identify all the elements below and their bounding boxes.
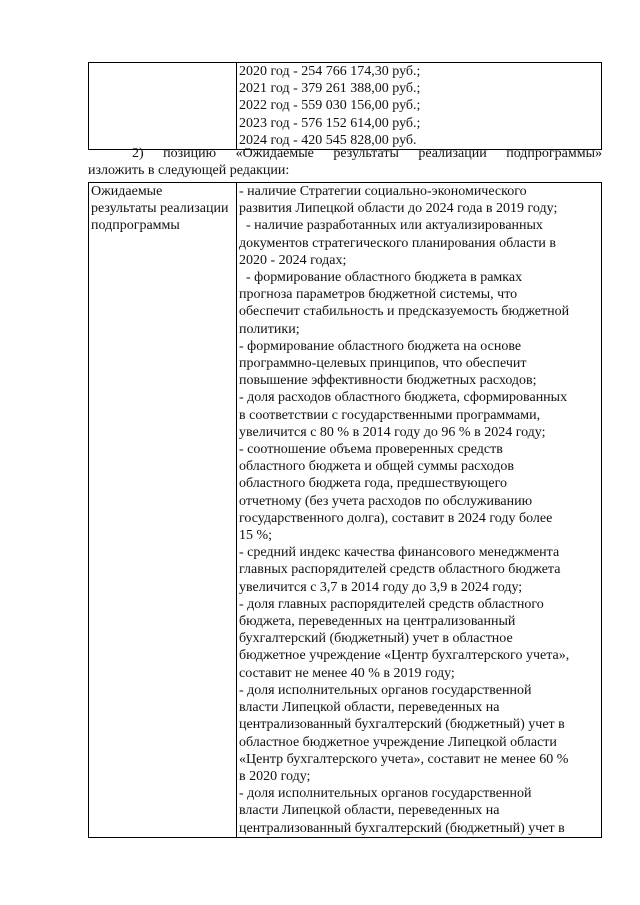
result-line: областного бюджета и общей суммы расходов	[239, 459, 515, 475]
result-line: прогноза параметров бюджетной системы, что	[239, 287, 518, 303]
result-line: составит не менее 40 % в 2019 году;	[239, 665, 455, 681]
result-line: развития Липецкой области до 2024 года в 2019 году;	[239, 201, 558, 217]
result-line: государственного долга), составит в 2024 году более	[239, 510, 553, 526]
result-line: увеличится с 3,7 в 2014 году до 3,9 в 2024 году;	[239, 579, 523, 595]
label-line: подпрограммы	[91, 218, 180, 234]
result-line: политики;	[239, 321, 300, 337]
result-line: увеличится с 80 % в 2014 году до 96 % в 2024 году;	[239, 424, 546, 440]
result-line: - доля исполнительных органов государственной	[239, 786, 532, 802]
result-line: - формирование областного бюджета в рамках	[239, 270, 523, 286]
amount-2022: 2022 год - 559 030 156,00 руб.;	[239, 98, 421, 114]
expected-results-text-cell	[237, 183, 602, 838]
result-line: обеспечит стабильность и предсказуемость бюджетной	[239, 304, 570, 320]
funding-table	[88, 62, 602, 150]
result-line: документов стратегического планирования области в	[239, 235, 557, 251]
result-line: - доля главных распорядителей средств областного	[239, 596, 544, 612]
amendment-paragraph	[88, 146, 602, 179]
paragraph-line-1: 2) позицию «Ожидаемые результаты реализации подпрограммы»	[132, 146, 602, 161]
result-line: - доля исполнительных органов государственной	[239, 682, 532, 698]
result-line: - формирование областного бюджета на основе	[239, 338, 522, 354]
result-line: областное бюджетное учреждение Липецкой области	[239, 734, 557, 750]
result-line: централизованный бухгалтерский (бюджетный) учет в	[239, 820, 565, 836]
result-line: власти Липецкой области, переведенных на	[239, 803, 500, 819]
result-line: бюджетное учреждение «Центр бухгалтерского учета»,	[239, 648, 570, 664]
result-line: - наличие Стратегии социально-экономического	[239, 184, 527, 199]
result-line: отчетному (без учета расходов по обслуживанию	[239, 493, 533, 509]
result-line: в соответствии с государственными программами,	[239, 407, 541, 423]
amount-2020: 2020 год - 254 766 174,30 руб.;	[239, 64, 421, 79]
result-line: повышение эффективности бюджетных расходов;	[239, 373, 537, 389]
table-row	[89, 63, 602, 150]
result-line: власти Липецкой области, переведенных на	[239, 700, 500, 716]
result-line: - средний индекс качества финансового менеджмента	[239, 545, 560, 561]
amount-2023: 2023 год - 576 152 614,00 руб.;	[239, 115, 421, 131]
result-line: - доля расходов областного бюджета, сформированных	[239, 390, 568, 406]
result-line: в 2020 году;	[239, 768, 311, 784]
amount-2024: 2024 год - 420 545 828,00 руб.	[239, 132, 417, 148]
result-line: программно-целевых принципов, что обеспечит	[239, 356, 527, 372]
amount-2021: 2021 год - 379 261 388,00 руб.;	[239, 81, 421, 97]
result-line: «Центр бухгалтерского учета», составит не менее 60 %	[239, 751, 569, 767]
label-line: результаты реализации	[91, 201, 229, 217]
result-line: 15 %;	[239, 528, 273, 544]
result-line: бюджета, переведенных на централизованный	[239, 614, 516, 630]
paragraph-line-2: изложить в следующей редакции:	[88, 162, 290, 178]
result-line: главных распорядителей средств областного бюджета	[239, 562, 561, 578]
expected-results-label-cell	[89, 183, 237, 838]
label-line: Ожидаемые	[91, 184, 163, 199]
table-row	[89, 183, 602, 838]
result-line: - наличие разработанных или актуализированных	[239, 218, 543, 234]
result-line: - соотношение объема проверенных средств	[239, 442, 503, 458]
result-line: областного бюджета года, предшествующего	[239, 476, 508, 492]
result-line: бухгалтерский (бюджетный) учет в областное	[239, 631, 513, 647]
funding-amounts-cell	[237, 63, 602, 150]
funding-label-cell	[89, 63, 237, 150]
expected-results-table	[88, 182, 602, 838]
result-line: централизованный бухгалтерский (бюджетный) учет в	[239, 717, 565, 733]
result-line: 2020 - 2024 годах;	[239, 252, 347, 268]
